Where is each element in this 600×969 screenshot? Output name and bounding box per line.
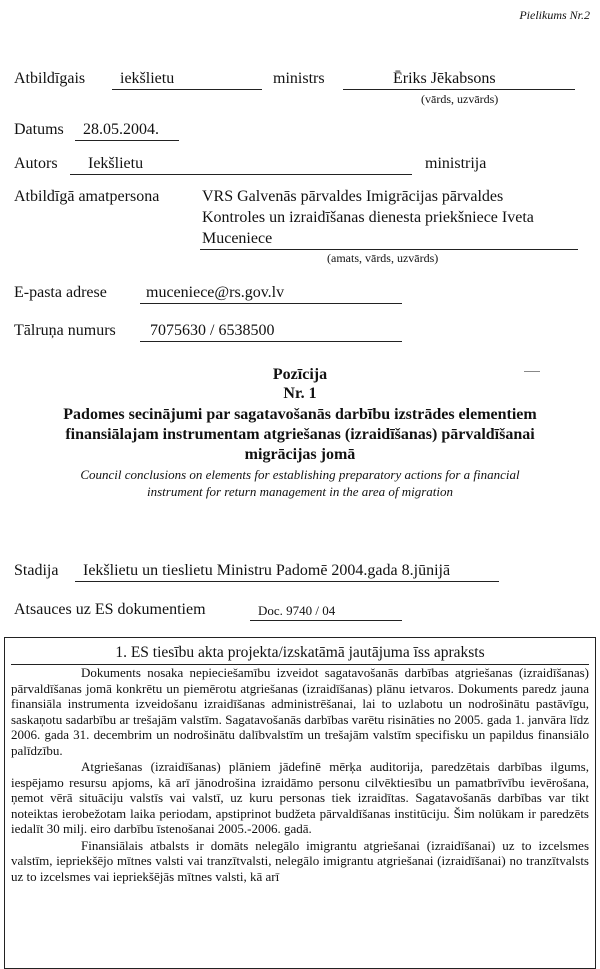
position-english-line-2: instrument for return management in the area of migration [147,484,453,499]
position-english-line-1: Council conclusions on elements for establishing preparatory actions for a financial [80,467,520,482]
position-heading: Pozīcija [272,366,328,383]
position-title-line-3: migrācijas jomā [244,446,356,463]
minister-name: Ēriks Jēkabsons [393,70,496,87]
section-1-paragraph-1: Dokuments nosaka nepieciešamību izveidot sagatavošanās darbības atgriešanas (izraidīšanas) pārvaldīšanas jomā konkrētu un piemērotu atgriešanas (izraidīšanas) plānu ietvaros. Dokuments paredz jauna finansiāla instrumenta izveidošanu izraidīšanas administrēšanai, lai to uzlabotu un nodrošinātu pastāvīgu, saskaņotu sadarbību ar trešajām valstīm. Sagatavošanās darbības varētu risināties no 2005. gada 1. janvāra līdz 2006. gada 31. decembrim un nodrošinātu dalībvalstīm un trešajām valstīm specifisku un papildus finansiālo palīdzību. [11,665,589,758]
section-1-title: 1. ES tiesību akta projekta/izskatāmā jautājuma īss apraksts [11,642,589,665]
section-1-box [4,637,596,969]
section-1-paragraph-3: Finansiālais atbalsts ir domāts nelegālo imigrantu atgriešanai (izraidīšanai) uz to izcelsmes valstīm, iepriekšējo mītnes valsti vai tranzītvalsti, nelegālo imigrantu atgriešanai (izraidīšanai) no tranzītvalsts uz to izcelsmes vai iepriekšējās mītnes valsti, kā arī [11,837,589,884]
email-label: E-pasta adrese [14,284,107,301]
official-line-3: Muceniece [202,230,273,247]
references-label: Atsauces uz ES dokumentiem [14,601,206,618]
references-underline [250,620,402,621]
references-value: Doc. 9740 / 04 [258,603,336,618]
position-title-line-1: Padomes secinājumi par sagatavošanās darbību izstrādes elementiem [63,406,537,423]
email-value: muceniece@rs.gov.lv [146,284,285,301]
official-line-1: VRS Galvenās pārvaldes Imigrācijas pārvaldes [202,188,504,205]
annex-label: Pielikums Nr.2 [519,8,590,22]
author-value: Iekšlietu [88,155,144,172]
official-line-2: Kontroles un izraidīšanas dienesta priekšniece Iveta [202,209,534,226]
author-underline [70,174,412,175]
stage-label: Stadija [14,562,59,579]
author-suffix: ministrija [425,155,487,172]
section-1-paragraph-2: Atgriešanas (izraidīšanas) plāniem jādefinē mērķa auditorija, paredzētais darbības ilgums, iespējamo resursu apjoms, kā arī jānodrošina izraidāmo personu cilvēktiesību un pamatbrīvību ievērošana, ņemot vērā situāciju valstīs vai valstī, uz kuru personas tiek izraidītas. Sagatavošanās darbības var tikt noteiktas ierobežotam laika periodam, apstiprinot budžeta pārvaldīšanas institūciju. Šim nolūkam ir paredzēts iedalīt 30 milj. eiro darbību īstenošanai 2005.-2006. gadā. [11,759,589,836]
official-caption: (amats, vārds, uzvārds) [327,251,439,265]
phone-value: 7075630 / 6538500 [150,322,275,339]
author-label: Autors [14,155,58,172]
official-label: Atbildīgā amatpersona [14,188,160,205]
responsible-value: iekšlietu [120,70,175,87]
responsible-underline [112,89,262,90]
position-number: Nr. 1 [283,385,317,402]
email-underline [140,303,402,304]
phone-label: Tālruņa numurs [14,322,116,339]
date-label: Datums [14,121,64,138]
minister-label: ministrs [273,70,325,87]
stage-underline [75,581,499,582]
minister-underline [343,89,575,90]
official-underline [200,249,578,250]
date-value: 28.05.2004. [83,121,159,138]
stage-value: Iekšlietu un tieslietu Ministru Padomē 2004.gada 8.jūnijā [83,562,451,579]
position-title-line-2: finansiālajam instrumentam atgriešanas (izraidīšanas) pārvaldīšanai [65,426,535,443]
phone-underline [140,341,402,342]
date-underline [75,140,179,141]
minister-caption: (vārds, uzvārds) [421,92,499,106]
responsible-label: Atbildīgais [14,70,86,87]
